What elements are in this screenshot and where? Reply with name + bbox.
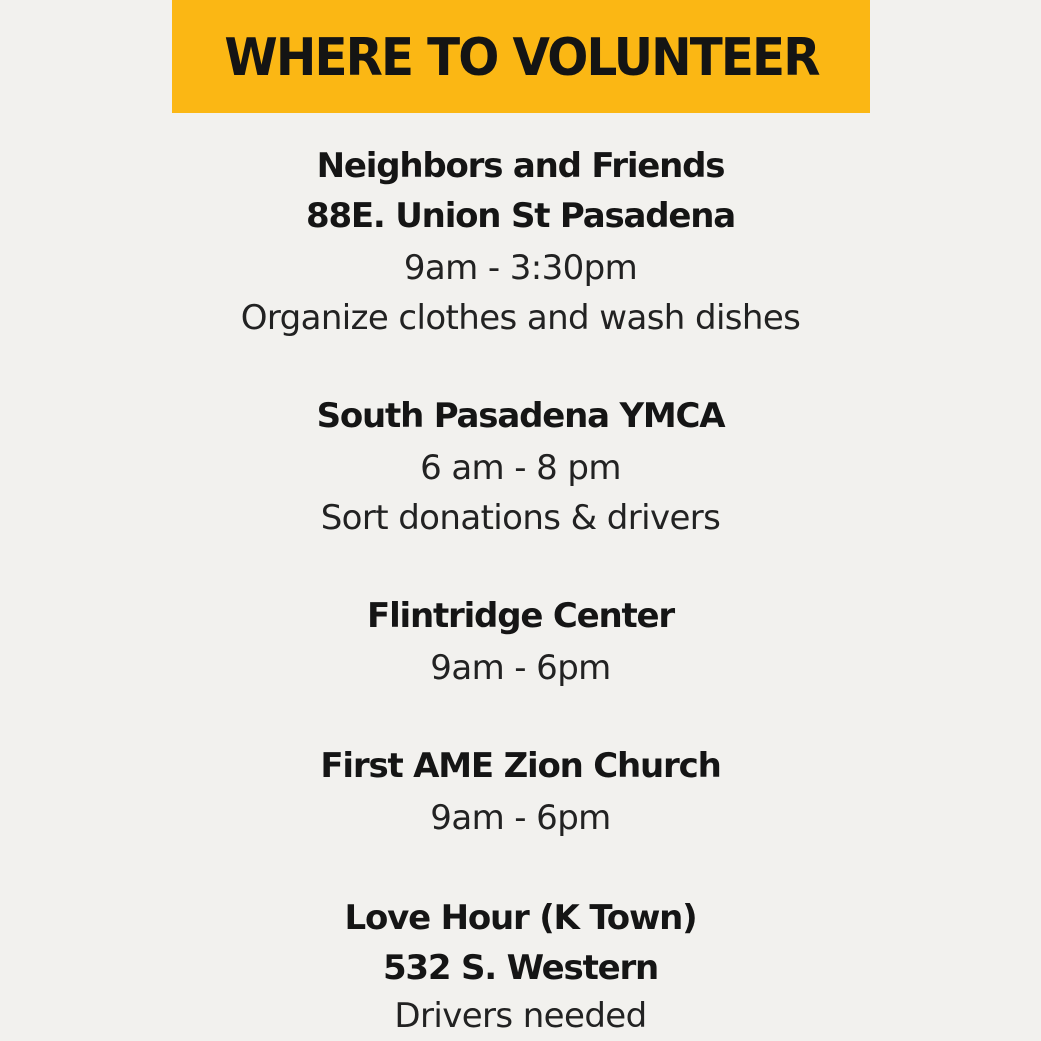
location-name-neighbors-and-friends: Neighbors and Friends bbox=[316, 146, 725, 186]
location-name-south-pasadena-ymca: South Pasadena YMCA bbox=[316, 396, 725, 436]
location-hours-south-pasadena-ymca: 6 am - 8 pm bbox=[420, 448, 621, 488]
location-hours-flintridge-center: 9am - 6pm bbox=[430, 648, 611, 688]
title-banner bbox=[172, 0, 870, 113]
location-task-south-pasadena-ymca: Sort donations & drivers bbox=[320, 498, 721, 538]
location-hours-neighbors-and-friends: 9am - 3:30pm bbox=[403, 248, 638, 288]
location-name-first-ame-zion-church: First AME Zion Church bbox=[320, 746, 721, 786]
location-address-love-hour: 532 S. Western bbox=[382, 948, 659, 988]
page-title: WHERE TO VOLUNTEER bbox=[223, 27, 819, 88]
location-address-neighbors-and-friends: 88E. Union St Pasadena bbox=[305, 196, 735, 236]
location-task-love-hour: Drivers needed bbox=[394, 996, 647, 1036]
location-hours-first-ame-zion-church: 9am - 6pm bbox=[430, 798, 611, 838]
location-name-flintridge-center: Flintridge Center bbox=[367, 596, 674, 636]
location-task-neighbors-and-friends: Organize clothes and wash dishes bbox=[240, 298, 801, 338]
location-name-love-hour: Love Hour (K Town) bbox=[344, 898, 697, 938]
